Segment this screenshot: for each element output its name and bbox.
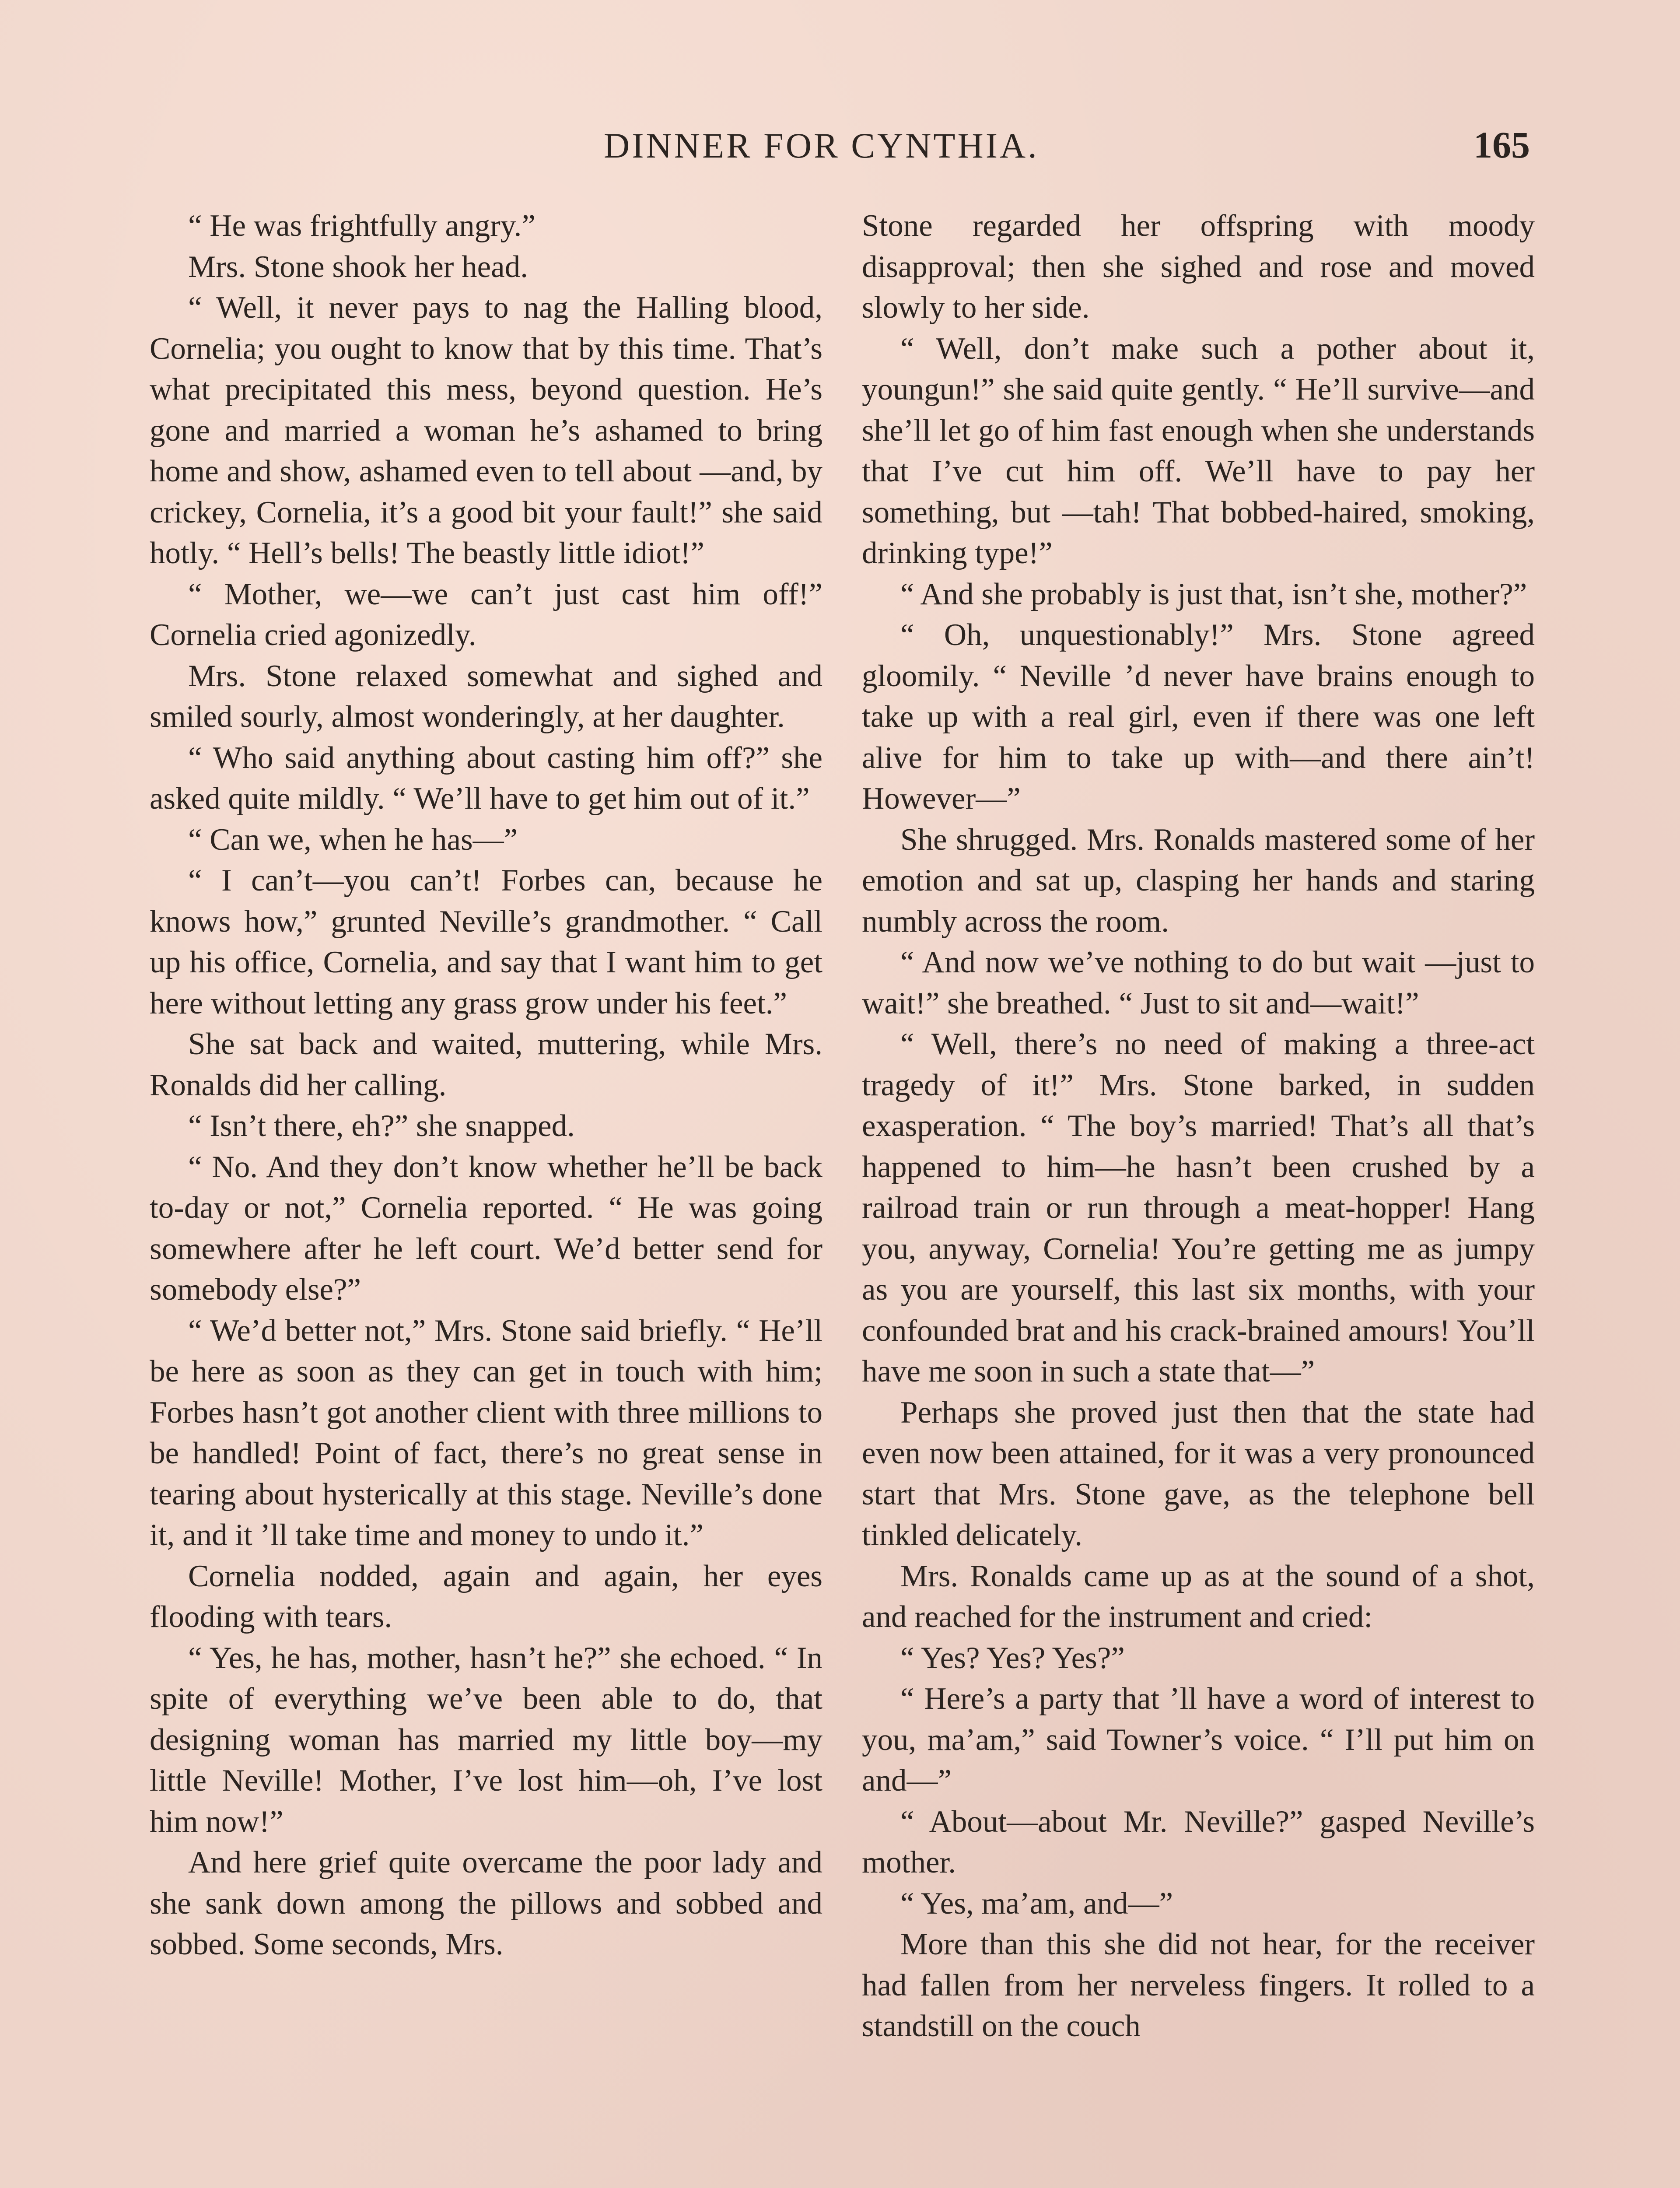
paragraph: “ Well, don’t make such a pother about it, youngun!” she said quite gently. “ He’ll survive—and she’ll let go of him fast enough when she understands that I’ve cut him off. We’ll have to pay her something, but —tah! That bobbed-haired, smoking, drinking type!” bbox=[862, 331, 1535, 570]
paragraph: Perhaps she proved just then that the state had even now been attained, for it was a very pronounced start that Mrs. Stone gave, as the telephone bell tinkled delicately. bbox=[862, 1395, 1535, 1552]
paragraph: More than this she did not hear, for the receiver had fallen from her nerveless fingers. It rolled to a standstill on the couch bbox=[862, 1927, 1535, 2043]
paragraph: “ And now we’ve nothing to do but wait —just to wait!” she breathed. “ Just to sit and—wait!” bbox=[862, 945, 1535, 1020]
paragraph: She sat back and waited, muttering, while Mrs. Ronalds did her calling. bbox=[150, 1027, 822, 1102]
paragraph: Mrs. Ronalds came up as at the sound of a shot, and reached for the instrument and cried: bbox=[862, 1559, 1535, 1634]
paragraph: “ Well, there’s no need of making a three-act tragedy of it!” Mrs. Stone barked, in sudden exasperation. “ The boy’s married! That’s all that’s happened to him—he hasn’t been crushed by a railroad train or run through a meat-hopper! Hang you, anyway, Cornelia! You’re getting me as jumpy as you are yourself, this last six months, with your confounded brat and his crack-brained amours! You’ll have me soon in such a state that—” bbox=[862, 1027, 1535, 1389]
paragraph: Mrs. Stone shook her head. bbox=[188, 249, 528, 284]
paragraph: “ He was frightfully angry.” bbox=[188, 209, 536, 243]
paragraph: “ No. And they don’t know whether he’ll be back to-day or not,” Cornelia reported. “ He was going somewhere after he left court. We’d better send for somebody else?” bbox=[150, 1150, 822, 1307]
paragraph: “ Here’s a party that ’ll have a word of interest to you, ma’am,” said Towner’s voice. “ I’ll put him on and—” bbox=[862, 1682, 1535, 1798]
paragraph: Cornelia nodded, again and again, her eyes flooding with tears. bbox=[150, 1559, 822, 1634]
right-column bbox=[862, 206, 1535, 2047]
paragraph: Mrs. Stone relaxed somewhat and sighed and smiled sourly, almost wonderingly, at her daughter. bbox=[150, 659, 822, 734]
paragraph: And here grief quite overcame the poor lady and she sank down among the pillows and sobbed and sobbed. Some seconds, Mrs. bbox=[150, 1845, 822, 1961]
paragraph: “ Who said anything about casting him off?” she asked quite mildly. “ We’ll have to get him out of it.” bbox=[150, 740, 822, 816]
paragraph: “ We’d better not,” Mrs. Stone said briefly. “ He’ll be here as soon as they can get in touch with him; Forbes hasn’t got another client with three millions to be handled! Point of fact, there’s no great sense in tearing about hysterically at this stage. Neville’s done it, and it ’ll take time and money to undo it.” bbox=[150, 1313, 822, 1552]
running-title: DINNER FOR CYNTHIA. bbox=[604, 126, 1039, 165]
paragraph: “ Mother, we—we can’t just cast him off!” Cornelia cried agonizedly. bbox=[150, 577, 822, 652]
paragraph: “ I can’t—you can’t! Forbes can, because he knows how,” grunted Neville’s grandmother. “ Call up his office, Cornelia, and say that I want him to get here without letting any grass grow under his feet.” bbox=[150, 863, 822, 1020]
paragraph: “ Well, it never pays to nag the Halling blood, Cornelia; you ought to know that by this time. That’s what precipitated this mess, beyond question. He’s gone and married a woman he’s ashamed to bring home and show, ashamed even to tell about —and, by crickey, Cornelia, it’s a good bit your fault!” she said hotly. “ Hell’s bells! The beastly little idiot!” bbox=[150, 291, 822, 570]
paragraph: “ Can we, when he has—” bbox=[188, 822, 518, 857]
paragraph: “ And she probably is just that, isn’t she, mother?” bbox=[900, 577, 1527, 611]
paragraph: “ About—about Mr. Neville?” gasped Neville’s mother. bbox=[862, 1804, 1535, 1879]
paragraph: “ Isn’t there, eh?” she snapped. bbox=[188, 1109, 575, 1143]
left-column bbox=[150, 206, 822, 1965]
paragraph: She shrugged. Mrs. Ronalds mastered some of her emotion and sat up, clasping her hands and staring numbly across the room. bbox=[862, 822, 1535, 939]
paragraph-continued: Stone regarded her offspring with moody disapproval; then she sighed and rose and moved slowly to her side. bbox=[862, 209, 1535, 325]
paragraph: “ Oh, unquestionably!” Mrs. Stone agreed gloomily. “ Neville ’d never have brains enough to take up with a real girl, even if there was one left alive for him to take up with—and there ain’t! However—” bbox=[862, 618, 1535, 816]
paragraph: “ Yes, he has, mother, hasn’t he?” she echoed. “ In spite of everything we’ve been able to do, that designing woman has married my little boy—my little Neville! Mother, I’ve lost him—oh, I’ve lost him now!” bbox=[150, 1641, 822, 1839]
page-number: 165 bbox=[1474, 124, 1530, 166]
paragraph: “ Yes? Yes? Yes?” bbox=[900, 1641, 1125, 1675]
paragraph: “ Yes, ma’am, and—” bbox=[900, 1886, 1173, 1921]
